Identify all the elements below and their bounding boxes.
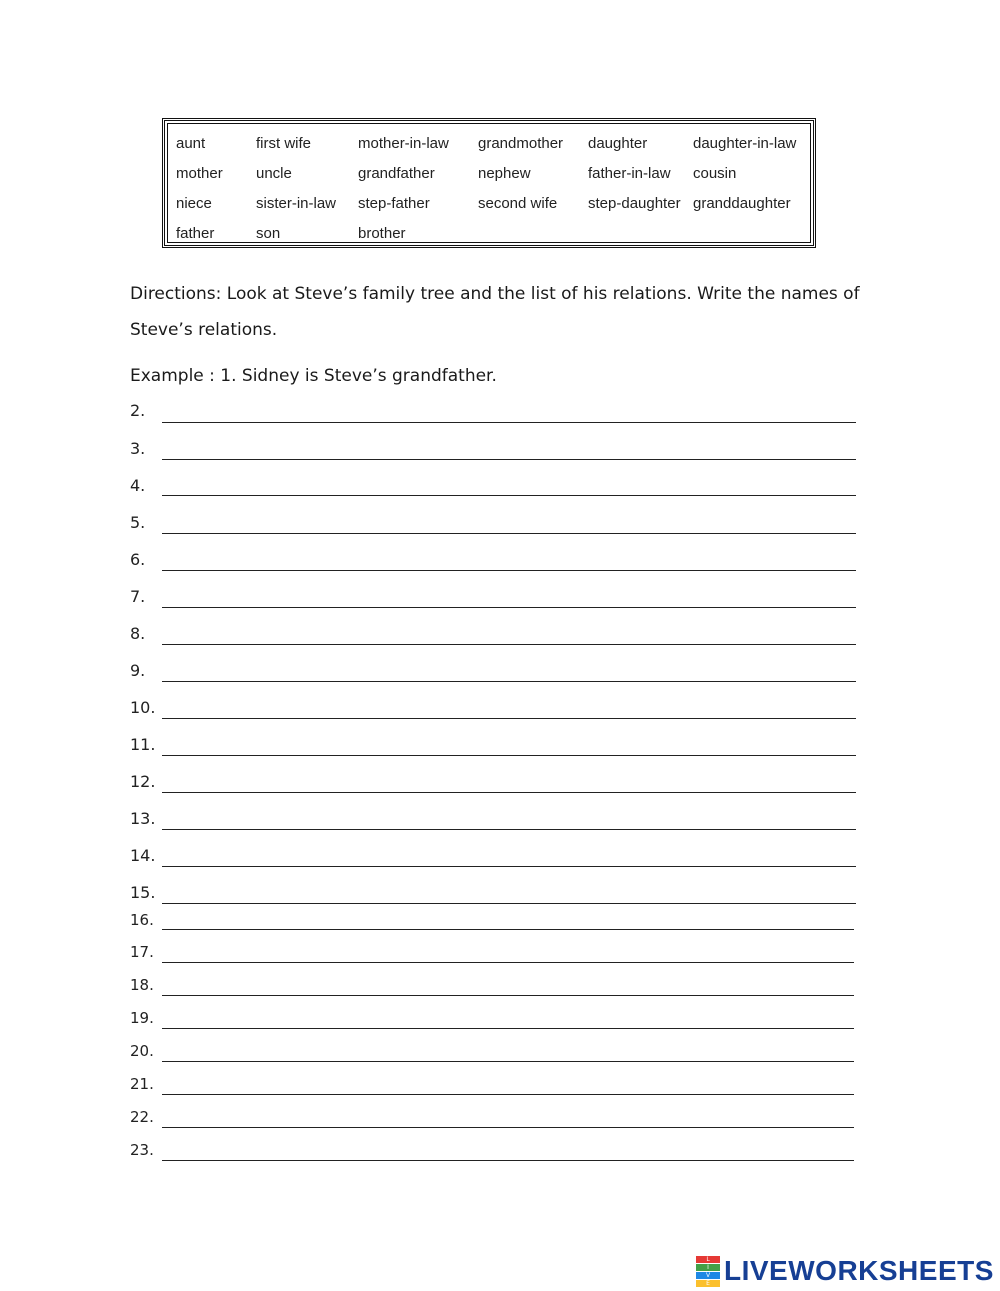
answer-number: 16. [130,911,154,929]
answer-blank-line[interactable] [162,962,854,963]
answer-blank-line[interactable] [162,866,856,867]
answer-blank-line[interactable] [162,533,856,534]
word-list-item: father-in-law [588,165,671,182]
word-list-item: grandfather [358,165,435,182]
answer-number: 3. [130,439,146,458]
word-list-item: sister-in-law [256,195,337,212]
word-list-item: aunt [176,135,206,152]
answer-blank-line[interactable] [162,459,856,460]
example-sentence: Example : 1. Sidney is Steve’s grandfather. [130,366,497,386]
answer-number: 13. [130,809,156,828]
word-list-item: daughter [588,135,648,152]
liveworksheets-icon [696,1256,720,1287]
word-list-item: mother [176,165,223,182]
answer-blank-line[interactable] [162,1127,854,1128]
logo-block: E [696,1280,720,1287]
answer-number: 20. [130,1042,154,1060]
word-list-item: second wife [478,195,558,212]
logo-block: V [696,1272,720,1279]
answer-blank-line[interactable] [162,570,856,571]
answer-number: 2. [130,401,146,420]
liveworksheets-logo [696,1256,994,1286]
answer-blank-line[interactable] [162,607,856,608]
word-list-item: niece [176,195,212,212]
answer-blank-line[interactable] [162,422,856,423]
answer-number: 10. [130,698,156,717]
word-list-item: granddaughter [693,195,791,212]
answer-number: 5. [130,513,146,532]
word-list-box [162,118,816,248]
answer-number: 17. [130,943,154,961]
answer-blank-line[interactable] [162,1160,854,1161]
word-list-item: brother [358,225,406,242]
word-list-item: mother-in-law [358,135,449,152]
answer-blank-line[interactable] [162,681,856,682]
answer-blank-line[interactable] [162,644,856,645]
answer-blank-line[interactable] [162,1061,854,1062]
answer-number: 4. [130,476,146,495]
answer-number: 23. [130,1141,154,1159]
word-list-item: step-father [358,195,430,212]
answer-blank-line[interactable] [162,903,856,904]
answer-blank-line[interactable] [162,1028,854,1029]
answer-blank-line[interactable] [162,755,856,756]
answer-number: 21. [130,1075,154,1093]
answer-blank-line[interactable] [162,1094,854,1095]
answer-number: 19. [130,1009,154,1027]
answer-blank-line[interactable] [162,929,854,930]
directions-text: Directions: Look at Steve’s family tree and the list of his relations. Write the names of Steve’s relations. [130,284,860,340]
answer-number: 18. [130,976,154,994]
answer-blank-line[interactable] [162,718,856,719]
word-list-item: cousin [693,165,737,182]
answer-blank-line[interactable] [162,792,856,793]
answer-number: 8. [130,624,146,643]
answer-number: 14. [130,846,156,865]
answer-number: 22. [130,1108,154,1126]
word-list-item: father [176,225,215,242]
answer-number: 15. [130,883,156,902]
word-list-item: grandmother [478,135,564,152]
answer-number: 9. [130,661,146,680]
word-list-item: uncle [256,165,292,182]
answer-blank-line[interactable] [162,829,856,830]
word-list-item: daughter-in-law [693,135,797,152]
answer-number: 6. [130,550,146,569]
logo-block: I [696,1264,720,1271]
answer-number: 11. [130,735,156,754]
word-list-item: step-daughter [588,195,681,212]
logo-block: L [696,1256,720,1263]
word-list-item: son [256,225,281,242]
logo-text: LIVEWORKSHEETS [724,1255,994,1286]
word-list-item: nephew [478,165,531,182]
word-list-item: first wife [256,135,312,152]
answer-blank-line[interactable] [162,495,856,496]
answer-blank-line[interactable] [162,995,854,996]
answer-number: 12. [130,772,156,791]
answer-number: 7. [130,587,146,606]
